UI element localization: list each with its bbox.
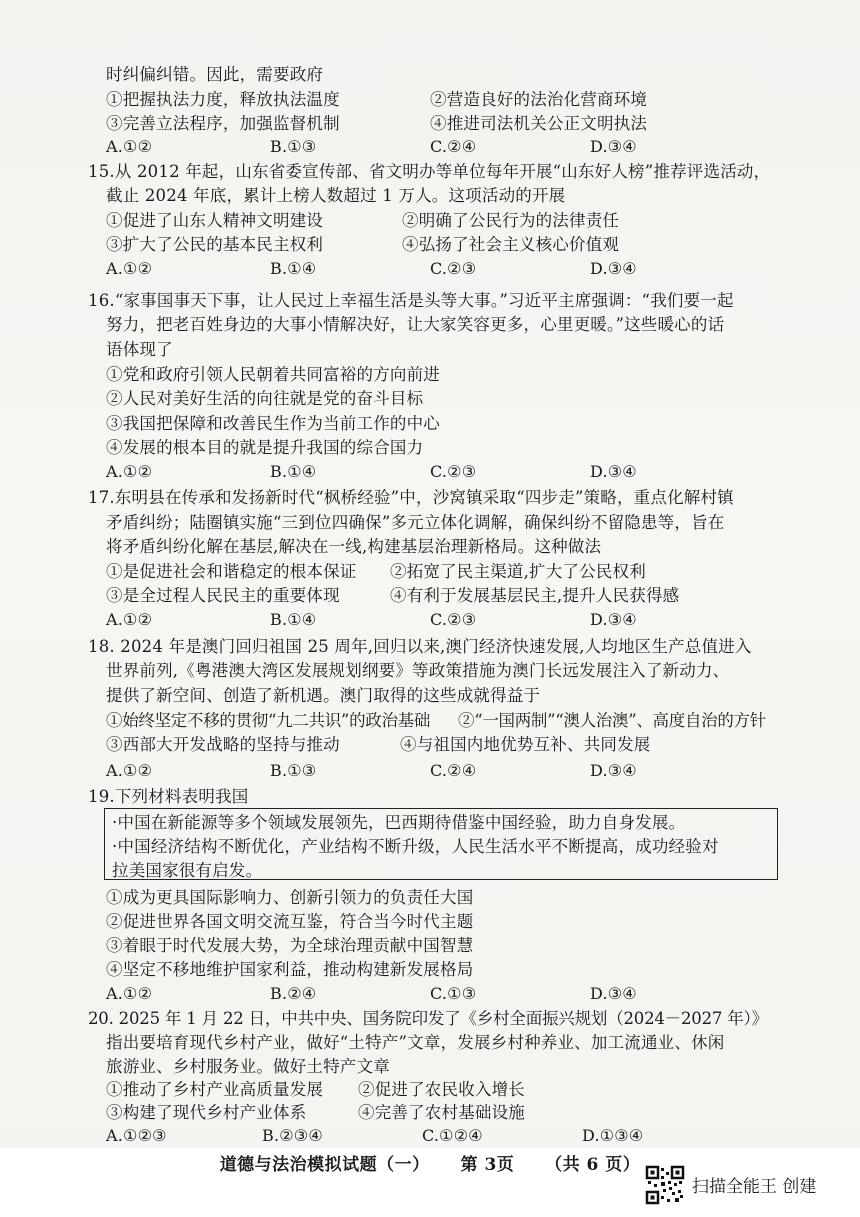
q16-option-1: ①党和政府引领人民朝着共同富裕的方向前进 — [106, 365, 440, 384]
q18-answer-c: C.②④ — [430, 761, 477, 780]
q20-option-2: ②促进了农民收入增长 — [358, 1080, 525, 1099]
q18-stem-line2: 世界前列,《粤港澳大湾区发展规划纲要》等政策措施为澳门长远发展注入了新动力、 — [106, 661, 730, 680]
q15-stem-line1: 15.从 2012 年起，山东省委宣传部、省文明办等单位每年开展“山东好人榜”推荐评选活动， — [88, 162, 771, 181]
q14-stem-tail: 时纠偏纠错。因此，需要政府 — [106, 65, 324, 84]
q17-stem-line2: 矛盾纠纷；陆圈镇实施“三到位四确保”多元立体化调解，确保纠纷不留隐患等，旨在 — [106, 513, 725, 532]
q16-answer-d: D.③④ — [590, 462, 637, 481]
q14-answer-a: A.①② — [106, 137, 153, 156]
q18-answer-b: B.①③ — [270, 761, 317, 780]
q19-option-4: ④坚定不移地维护国家利益，推动构建新发展格局 — [106, 960, 474, 979]
q15-option-3: ③扩大了公民的基本民主权利 — [106, 235, 324, 254]
q20-answer-c: C.①②④ — [422, 1126, 483, 1145]
q18-stem-line3: 提供了新空间、创造了新机遇。澳门取得的这些成就得益于 — [106, 686, 541, 705]
q16-stem-line3: 语体现了 — [106, 340, 173, 359]
q15-option-2: ②明确了公民行为的法律责任 — [402, 211, 620, 230]
q16-option-3: ③我国把保障和改善民生作为当前工作的中心 — [106, 414, 440, 433]
q17-option-1: ①是促进社会和谐稳定的根本保证 — [106, 562, 357, 581]
q16-answer-c: C.②③ — [430, 462, 477, 481]
q20-option-4: ④完善了农村基础设施 — [358, 1103, 525, 1122]
q14-answer-d: D.③④ — [590, 137, 637, 156]
q19-material-line1: ·中国在新能源等多个领域发展领先，巴西期待借鉴中国经验，助力自身发展。 — [112, 813, 686, 832]
q15-answer-a: A.①② — [106, 259, 153, 278]
q19-option-1: ①成为更具国际影响力、创新引领力的负责任大国 — [106, 888, 474, 907]
q18-option-2: ②“一国两制”“澳人治澳”、高度自治的方针 — [458, 711, 766, 730]
q18-stem-line1: 18. 2024 年是澳门回归祖国 25 周年,回归以来,澳门经济快速发展,人均地区生产总值进入 — [88, 637, 752, 656]
q20-stem-line2: 指出要培育现代乡村产业，做好“土特产”文章，发展乡村种养业、加工流通业、休闲 — [106, 1033, 725, 1052]
q20-stem-line1: 20. 2025 年 1 月 22 日，中共中央、国务院印发了《乡村全面振兴规划（2024－2027 年）》 — [88, 1009, 768, 1028]
q19-answer-d: D.③④ — [590, 984, 637, 1003]
q17-option-2: ②拓宽了民主渠道,扩大了公民权利 — [390, 562, 646, 581]
q19-answer-b: B.②④ — [270, 984, 317, 1003]
q18-answer-a: A.①② — [106, 761, 153, 780]
q14-answer-b: B.①③ — [270, 137, 317, 156]
q17-option-3: ③是全过程人民民主的重要体现 — [106, 586, 340, 605]
scanner-watermark-text: 扫描全能王 创建 — [692, 1177, 817, 1197]
q15-answer-b: B.①④ — [270, 259, 317, 278]
q15-answer-c: C.②③ — [430, 259, 477, 278]
q15-option-4: ④弘扬了社会主义核心价值观 — [402, 235, 620, 254]
q14-option-2: ②营造良好的法治化营商环境 — [430, 90, 648, 109]
q19-option-3: ③着眼于时代发展大势，为全球治理贡献中国智慧 — [106, 936, 474, 955]
q18-option-1: ①始终坚定不移的贯彻“九二共识”的政治基础 — [106, 711, 431, 730]
q20-answer-a: A.①②③ — [106, 1126, 167, 1145]
q18-option-3: ③西部大开发战略的坚持与推动 — [106, 735, 340, 754]
q20-answer-b: B.②③④ — [262, 1126, 323, 1145]
q19-answer-a: A.①② — [106, 984, 153, 1003]
q19-option-2: ②促进世界各国文明交流互鉴，符合当今时代主题 — [106, 912, 474, 931]
q15-stem-line2: 截止 2024 年底，累计上榜人数超过 1 万人。这项活动的开展 — [106, 186, 566, 205]
q14-answer-c: C.②④ — [430, 137, 477, 156]
q16-option-2: ②人民对美好生活的向往就是党的奋斗目标 — [106, 389, 424, 408]
qr-code-icon — [645, 1165, 685, 1205]
q15-answer-d: D.③④ — [590, 259, 637, 278]
footer-total-pages: （共 6 页） — [545, 1155, 641, 1175]
q17-answer-d: D.③④ — [590, 610, 637, 629]
q20-stem-line3: 旅游业、乡村服务业。做好土特产文章 — [106, 1057, 390, 1076]
q16-answer-a: A.①② — [106, 462, 153, 481]
q19-material-line3: 拉美国家很有启发。 — [112, 861, 263, 880]
q20-answer-d: D.①③④ — [582, 1126, 644, 1145]
q16-option-4: ④发展的根本目的就是提升我国的综合国力 — [106, 438, 424, 457]
q14-option-3: ③完善立法程序，加强监督机制 — [106, 114, 340, 133]
q20-option-3: ③构建了现代乡村产业体系 — [106, 1103, 307, 1122]
q14-option-1: ①把握执法力度，释放执法温度 — [106, 90, 340, 109]
q17-stem-line1: 17.东明县在传承和发扬新时代“枫桥经验”中，沙窝镇采取“四步走”策略，重点化解村镇 — [88, 488, 734, 507]
q16-stem-line2: 努力，把老百姓身边的大事小情解决好，让大家笑容更多，心里更暖。”这些暖心的话 — [106, 315, 725, 334]
q16-answer-b: B.①④ — [270, 462, 317, 481]
q15-option-1: ①促进了山东人精神文明建设 — [106, 211, 324, 230]
q18-answer-d: D.③④ — [590, 761, 637, 780]
q17-answer-c: C.②③ — [430, 610, 477, 629]
q20-option-1: ①推动了乡村产业高质量发展 — [106, 1080, 324, 1099]
q17-answer-a: A.①② — [106, 610, 153, 629]
q18-option-4: ④与祖国内地优势互补、共同发展 — [400, 735, 651, 754]
footer-title: 道德与法治模拟试题（一） — [219, 1155, 430, 1175]
q17-option-4: ④有利于发展基层民主,提升人民获得感 — [390, 586, 680, 605]
q17-answer-b: B.①④ — [270, 610, 317, 629]
footer-page-number: 第 3页 — [460, 1155, 515, 1175]
q19-material-line2: ·中国经济结构不断优化，产业结构不断升级，人民生活水平不断提高，成功经验对 — [112, 837, 719, 856]
q19-answer-c: C.①③ — [430, 984, 477, 1003]
q19-stem-line1: 19.下列材料表明我国 — [88, 787, 249, 806]
q17-stem-line3: 将矛盾纠纷化解在基层,解决在一线,构建基层治理新格局。这种做法 — [106, 537, 602, 556]
q14-option-4: ④推进司法机关公正文明执法 — [430, 114, 648, 133]
q16-stem-line1: 16.“家事国事天下事，让人民过上幸福生活是头等大事。”习近平主席强调：“我们要一起 — [88, 291, 734, 310]
